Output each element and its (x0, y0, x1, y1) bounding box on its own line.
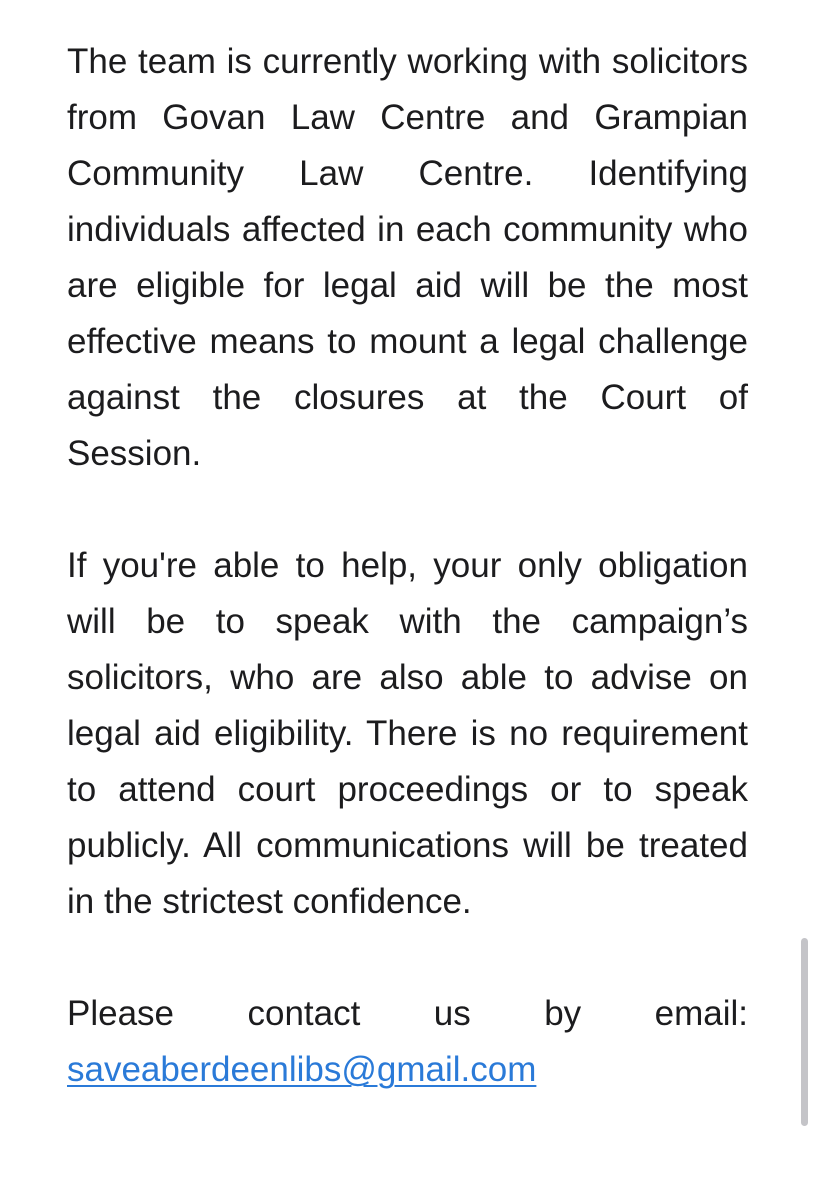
contact-block (67, 986, 748, 1098)
paragraph-how-to-help: If you're able to help, your only obligation will be to speak with the campaign’s solicitors, who are also able to advise on legal aid eligibility. There is no requirement to attend court proceedings or to speak publicly. All communications will be treated in the strictest confidence. (67, 546, 748, 921)
paragraph-legal-team: The team is currently working with solicitors from Govan Law Centre and Grampian Community Law Centre. Identifying individuals affected in each community who are eligible for legal aid will be the most effective means to mount a legal challenge against the closures at the Court of Session. (67, 42, 748, 473)
message-body (67, 34, 748, 1098)
vertical-scrollbar[interactable] (801, 938, 808, 1126)
contact-text: Please contact us by email: (67, 994, 748, 1033)
email-link[interactable]: saveaberdeenlibs@gmail.com (67, 1050, 537, 1089)
